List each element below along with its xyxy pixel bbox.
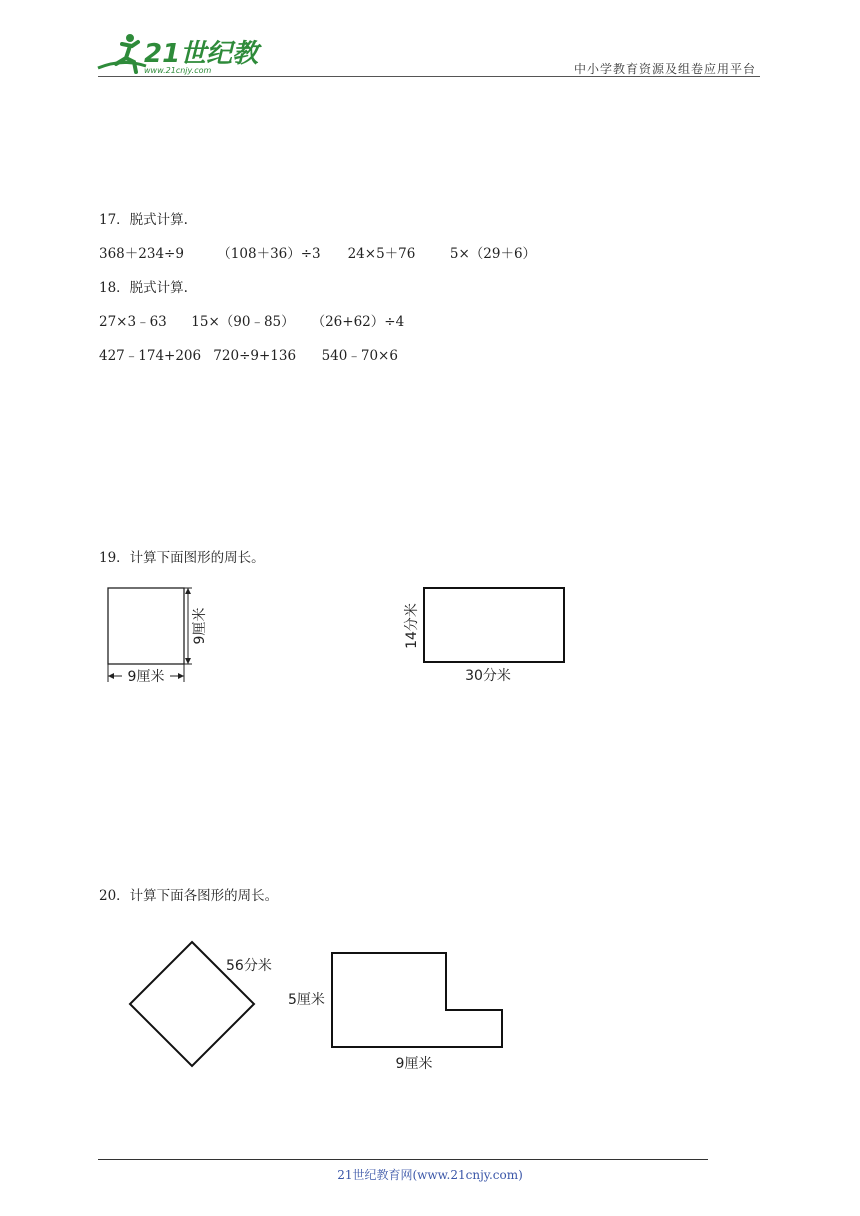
q18-row-2 [99,344,398,364]
q18-expr-2: 15×（90﹣85） [191,314,295,330]
logo-url: www.21cnjy.com [144,66,212,75]
header-rule [98,76,760,77]
diamond-label: 56分米 [226,958,272,974]
logo-graphic [92,28,262,76]
rect-width-label: 30分米 [465,668,511,684]
q18-expr-5: 720÷9+136 [213,348,297,364]
square-shape [108,588,184,664]
q18-row-1 [99,310,404,330]
l-shape [332,953,502,1047]
q18-expr-1: 27×3﹣63 [99,314,167,330]
logo-text: 21世纪教 [144,39,259,69]
q17-expr-4: 5×（29＋6） [449,246,537,262]
q17-title: 17．脱式计算. [99,212,188,228]
square-bottom-label: 9厘米 [127,669,165,685]
footer-rule [98,1159,708,1160]
rectangle-figure [396,582,576,688]
site-logo [92,28,262,76]
q17-expr-2: （108＋36）÷3 [217,246,321,262]
q18-expr-4: 427﹣174+206 [99,348,202,364]
rect-height-label: 14分米 [404,603,420,649]
platform-name: 中小学教育资源及组卷应用平台 [573,62,756,76]
rectangle-shape [424,588,564,662]
square-side-label: 9厘米 [192,607,208,645]
l-shape-height-label: 5厘米 [288,992,325,1008]
q17-expressions [99,242,536,262]
q19-title: 19．计算下面图形的周长。 [99,550,265,566]
q20-title: 20．计算下面各图形的周长。 [99,888,279,904]
q17-expr-1: 368＋234÷9 [99,246,184,262]
diamond-figure [120,936,280,1076]
l-shape-figure [282,944,512,1076]
square-figure [100,580,230,690]
q17-expr-3: 24×5＋76 [347,246,416,262]
q18-expr-3: （26+62）÷4 [311,314,405,330]
footer-text: 21世纪教育网(www.21cnjy.com) [337,1168,523,1182]
q18-title: 18．脱式计算. [99,280,188,296]
q18-expr-6: 540﹣70×6 [321,348,398,364]
l-shape-width-label: 9厘米 [395,1056,433,1072]
